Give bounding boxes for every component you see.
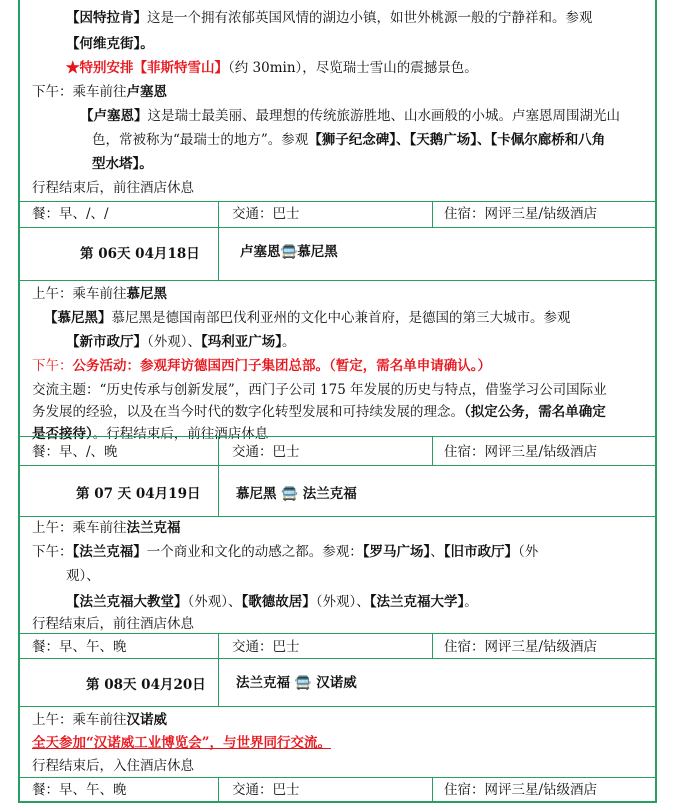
munich-title: 【慕尼黑】 bbox=[44, 310, 112, 326]
exterior-note: （外观）、 bbox=[187, 594, 242, 610]
lucerne-dest: 卢塞恩 bbox=[126, 84, 167, 100]
day06-afternoon bbox=[32, 356, 491, 376]
divider bbox=[432, 633, 433, 658]
morning-label: 上午：乘车前往 bbox=[32, 286, 127, 302]
day-07-header: 第 07 天 04月19日 bbox=[76, 486, 201, 502]
lucerne-title: 【卢塞恩】 bbox=[80, 108, 148, 124]
hotel-info: 住宿：网评三星/钻级酒店 bbox=[444, 782, 598, 798]
goethe-house: 【歌德故居】 bbox=[241, 594, 316, 610]
divider bbox=[20, 280, 655, 281]
period: 。 bbox=[464, 594, 478, 610]
period: 。 bbox=[282, 334, 296, 350]
morning-label: 上午：乘车前往 bbox=[32, 712, 127, 728]
pfingstegg-special: ★特别安排【菲斯特雪山】 bbox=[66, 60, 228, 76]
exchange-topic-text: 务发展的经验，以及在当今时代的数字化转型发展和可持续发展的理念。 bbox=[32, 404, 464, 420]
divider bbox=[432, 201, 433, 227]
divider bbox=[20, 516, 655, 517]
hotel-info: 住宿：网评三星/钻级酒店 bbox=[444, 639, 598, 655]
lucerne-desc-line1 bbox=[80, 106, 620, 126]
meal-info: 餐：早、午、晚 bbox=[32, 639, 127, 655]
day08-morning bbox=[32, 710, 167, 730]
itinerary-page bbox=[18, 0, 657, 803]
divider bbox=[20, 201, 655, 202]
day-06-route: 卢塞恩🚍慕尼黑 bbox=[240, 244, 338, 260]
munich-desc: 慕尼黑是德国南部巴伐利亚州的文化中心兼首府，是德国的第三大城市。参观 bbox=[111, 310, 571, 326]
day07-afternoon bbox=[32, 542, 538, 562]
divider bbox=[218, 201, 219, 227]
interlaken-line bbox=[66, 8, 593, 28]
divider bbox=[20, 465, 655, 466]
pfingstegg-desc: （约 30min），尽览瑞士雪山的震撼景色。 bbox=[228, 60, 478, 76]
water-tower: 型水塔】。 bbox=[92, 156, 153, 172]
afternoon-label: 下午： bbox=[32, 544, 73, 560]
afternoon-lucerne-line bbox=[32, 82, 167, 102]
divider bbox=[218, 777, 219, 801]
lucerne-desc-2: 色，常被称为“最瑞士的地方”。参观 bbox=[92, 132, 309, 148]
divider bbox=[20, 777, 655, 778]
day-07-route: 慕尼黑 🚍 法兰克福 bbox=[236, 486, 357, 502]
divider bbox=[218, 436, 219, 465]
divider bbox=[432, 777, 433, 801]
transport-info: 交通：巴士 bbox=[232, 639, 300, 655]
meal-info: 餐：早、/、/ bbox=[32, 206, 109, 222]
meal-info: 餐：早、午、晚 bbox=[32, 782, 127, 798]
day-08-header: 第 08天 04月20日 bbox=[86, 677, 206, 693]
day06-morning bbox=[32, 284, 167, 304]
meal-info: 餐：早、/、晚 bbox=[32, 444, 118, 460]
hannover-dest: 汉诺威 bbox=[126, 712, 167, 728]
exchange-topic-line1: 交流主题：“历史传承与创新发展”，西门子公司 175 年发展的历史与特点，借鉴学习公司国际业 bbox=[32, 382, 607, 398]
frankfurt-cathedral: 【法兰克福大教堂】 bbox=[66, 594, 188, 610]
transport-info: 交通：巴士 bbox=[232, 206, 300, 222]
hotel-info: 住宿：网评三星/钻级酒店 bbox=[444, 206, 598, 222]
divider bbox=[20, 227, 655, 228]
interlaken-title: 【因特拉肯】 bbox=[66, 10, 147, 26]
new-town-hall: 【新市政厅】 bbox=[66, 334, 147, 350]
end-of-day-06: 。行程结束后，前往酒店休息 bbox=[92, 426, 269, 442]
lucerne-desc: 这是瑞士最美丽、最理想的传统旅游胜地、山水画般的小城。卢塞恩周围湖光山 bbox=[147, 108, 620, 124]
special-arrangement-line bbox=[66, 58, 478, 78]
end-of-day-07: 行程结束后，前往酒店休息 bbox=[32, 616, 194, 632]
frankfurt-dest: 法兰克福 bbox=[126, 520, 181, 536]
exchange-topic-line3 bbox=[32, 424, 268, 444]
divider bbox=[218, 633, 219, 658]
afternoon-label: 下午：乘车前往 bbox=[32, 84, 127, 100]
divider bbox=[20, 633, 655, 634]
divider bbox=[218, 465, 219, 516]
transport-info: 交通：巴士 bbox=[232, 782, 300, 798]
exterior-note: （外观）、 bbox=[147, 334, 201, 350]
day-06-header: 第 06天 04月18日 bbox=[80, 246, 200, 262]
transport-info: 交通：巴士 bbox=[232, 444, 300, 460]
exterior-note: （外 bbox=[518, 544, 539, 560]
day-08-route: 法兰克福 🚍 汉诺威 bbox=[236, 675, 357, 691]
end-of-day-08: 行程结束后，入住酒店休息 bbox=[32, 758, 194, 774]
exchange-topic-line2 bbox=[32, 402, 606, 422]
siemens-visit: 公务活动：参观拜访德国西门子集团总部。（暂定，需名单申请确认。） bbox=[72, 358, 491, 374]
divider bbox=[218, 227, 219, 280]
hotel-info: 住宿：网评三星/钻级酒店 bbox=[444, 444, 598, 460]
exterior-cont: 观）、 bbox=[66, 568, 100, 584]
munich-dest: 慕尼黑 bbox=[126, 286, 167, 302]
roemerberg: 【罗马广场】 bbox=[362, 544, 431, 560]
frankfurt-title: 【法兰克福】 bbox=[72, 544, 147, 560]
separator: 、 bbox=[430, 544, 444, 560]
divider bbox=[218, 658, 219, 706]
marienplatz: 【玛利亚广场】 bbox=[201, 334, 282, 350]
lucerne-sights: 【狮子纪念碑】、【天鹅广场】、【卡佩尔廊桥和八角 bbox=[308, 132, 606, 148]
afternoon-label: 下午： bbox=[32, 358, 73, 374]
frankfurt-desc: 一个商业和文化的动感之都。参观： bbox=[146, 544, 363, 560]
end-of-day-1: 行程结束后，前往酒店休息 bbox=[32, 180, 194, 196]
munich-sights bbox=[66, 332, 296, 352]
hannover-messe: 全天参加“汉诺威工业博览会”，与世界同行交流。 bbox=[32, 735, 332, 751]
exterior-note: （外观）、 bbox=[315, 594, 370, 610]
munich-desc-line bbox=[44, 308, 571, 328]
divider bbox=[20, 436, 655, 437]
frankfurt-sights bbox=[66, 592, 478, 612]
tentative-note: （拟定公务，需名单确定 bbox=[464, 404, 606, 420]
old-town-hall: 【旧市政厅】 bbox=[443, 544, 518, 560]
morning-label: 上午：乘车前往 bbox=[32, 520, 127, 536]
hoeheweg-street: 【何维克街】。 bbox=[66, 36, 154, 52]
divider bbox=[20, 658, 655, 659]
day07-morning bbox=[32, 518, 181, 538]
divider bbox=[432, 436, 433, 465]
interlaken-desc: 这是一个拥有浓郁英国风情的湖边小镇，如世外桃源一般的宁静祥和。参观 bbox=[147, 10, 593, 26]
frankfurt-university: 【法兰克福大学】 bbox=[369, 594, 465, 610]
divider bbox=[20, 706, 655, 707]
lucerne-desc-line2 bbox=[92, 130, 605, 150]
tentative-note-end: 是否接待） bbox=[32, 426, 93, 442]
